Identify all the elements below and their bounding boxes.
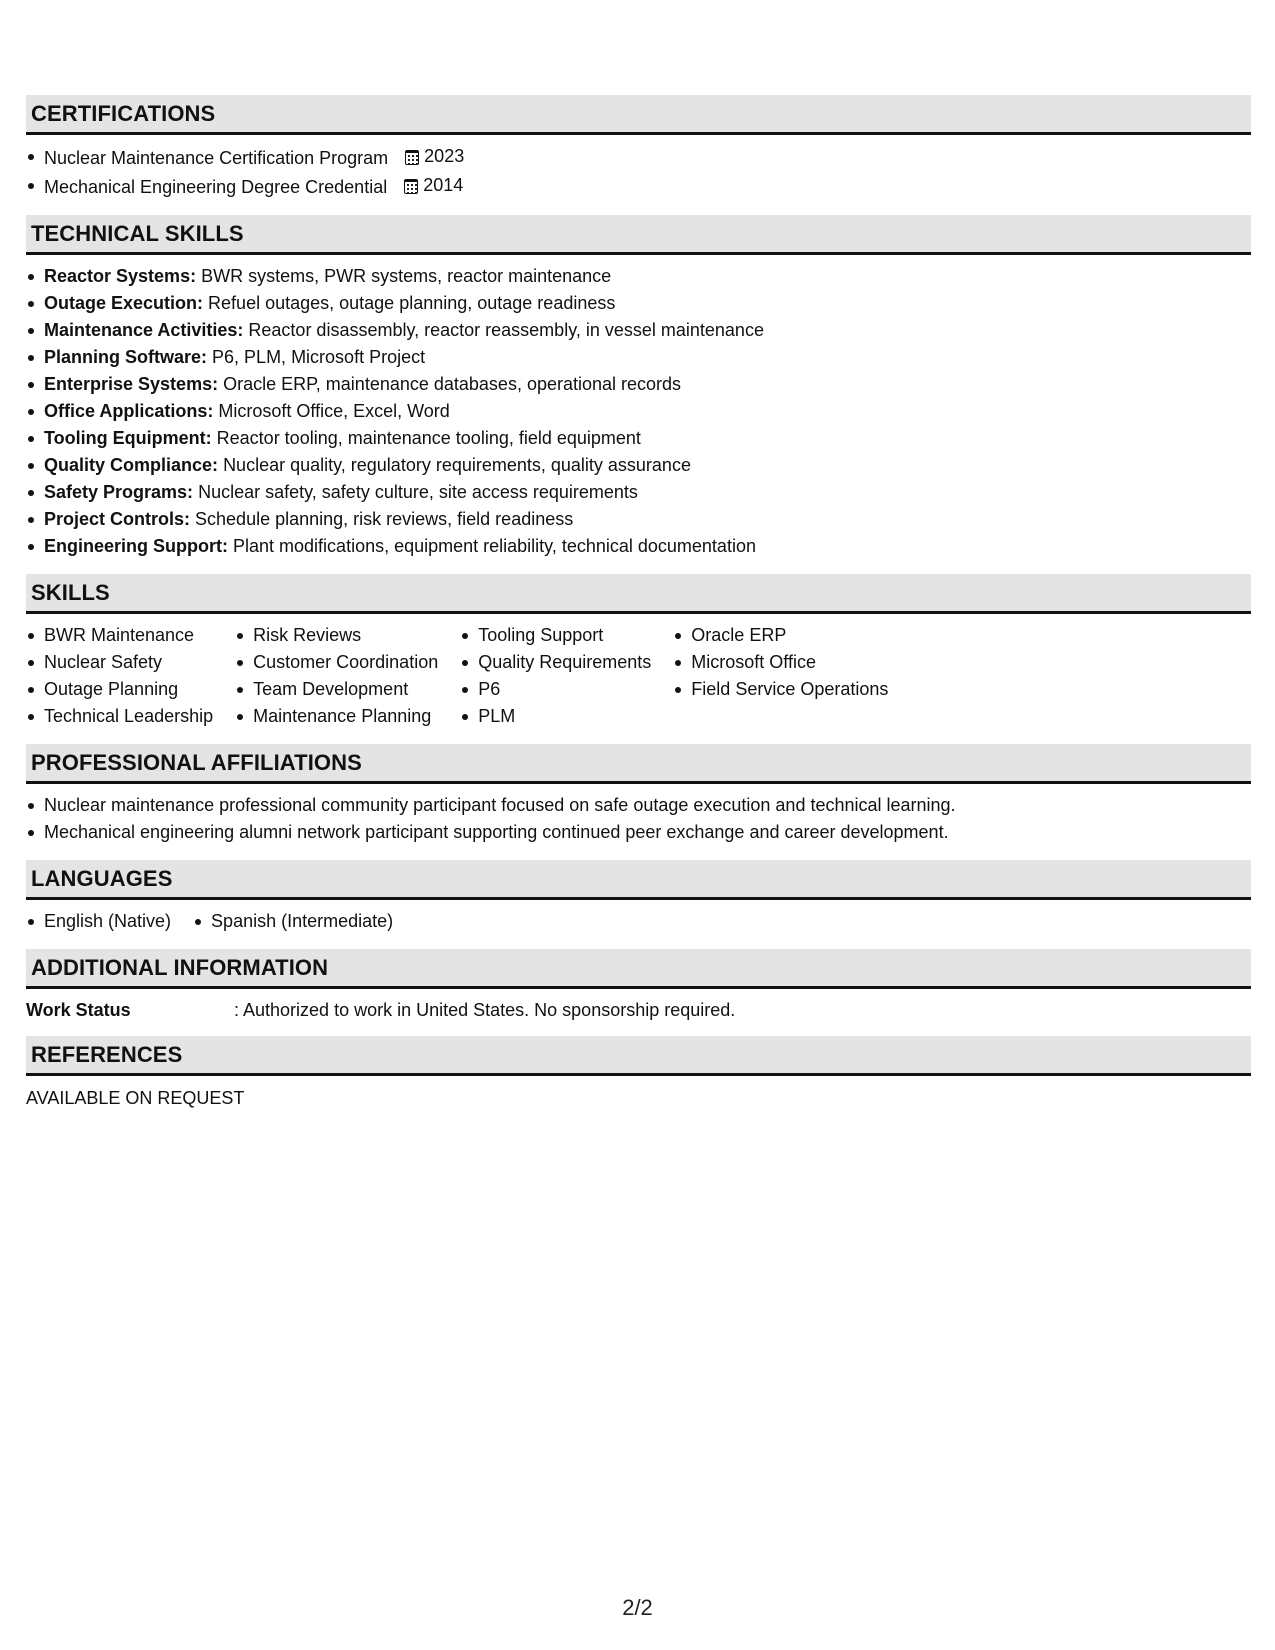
additional-information-section — [26, 949, 1251, 1022]
technical-skill-label: Project Controls: — [44, 509, 191, 529]
languages-section — [26, 860, 1251, 935]
certification-item — [26, 172, 1251, 201]
skills-column — [26, 622, 213, 730]
certification-year: 2023 — [424, 146, 465, 166]
technical-skill-item — [26, 344, 1251, 371]
technical-skill-label: Outage Execution: — [44, 293, 204, 313]
calendar-icon — [405, 150, 419, 165]
references-heading: REFERENCES — [26, 1036, 1251, 1076]
affiliations-section — [26, 744, 1251, 846]
technical-skill-item — [26, 452, 1251, 479]
certification-date — [404, 172, 463, 199]
resume-content — [26, 95, 1251, 1124]
page-number: 2/2 — [622, 1595, 653, 1620]
certification-item — [26, 143, 1251, 172]
technical-skill-item — [26, 317, 1251, 344]
technical-skill-item — [26, 263, 1251, 290]
additional-information-heading: ADDITIONAL INFORMATION — [26, 949, 1251, 989]
technical-skill-value: Microsoft Office, Excel, Word — [218, 401, 450, 421]
skills-column — [235, 622, 438, 730]
skill-item: Customer Coordination — [235, 649, 438, 676]
technical-skill-value: Nuclear safety, safety culture, site access requirements — [198, 482, 638, 502]
technical-skill-label: Office Applications: — [44, 401, 214, 421]
technical-skill-label: Planning Software: — [44, 347, 208, 367]
affiliations-heading: PROFESSIONAL AFFILIATIONS — [26, 744, 1251, 784]
technical-skill-item — [26, 506, 1251, 533]
skills-section — [26, 574, 1251, 730]
technical-skill-label: Maintenance Activities: — [44, 320, 244, 340]
skill-item: BWR Maintenance — [26, 622, 213, 649]
certification-year: 2014 — [423, 175, 464, 195]
skill-item: PLM — [460, 703, 651, 730]
certifications-list — [26, 135, 1251, 201]
technical-skill-label: Safety Programs: — [44, 482, 194, 502]
skill-item: Oracle ERP — [673, 622, 888, 649]
affiliation-item: Nuclear maintenance professional community participant focused on safe outage execution and technical learning. — [26, 792, 1251, 819]
affiliation-item: Mechanical engineering alumni network participant supporting continued peer exchange and career development. — [26, 819, 1251, 846]
technical-skill-item — [26, 398, 1251, 425]
technical-skill-label: Enterprise Systems: — [44, 374, 219, 394]
certification-date — [405, 143, 464, 170]
language-item: Spanish (Intermediate) — [193, 908, 393, 935]
technical-skills-section — [26, 215, 1251, 560]
certification-name: Nuclear Maintenance Certification Program — [44, 148, 389, 168]
technical-skill-item — [26, 479, 1251, 506]
skill-item: Outage Planning — [26, 676, 213, 703]
technical-skill-label: Quality Compliance: — [44, 455, 219, 475]
technical-skill-label: Engineering Support: — [44, 536, 228, 556]
certifications-section — [26, 95, 1251, 201]
work-status-value: : Authorized to work in United States. No sponsorship required. — [234, 1000, 736, 1020]
skills-grid — [26, 614, 1251, 730]
technical-skills-heading: TECHNICAL SKILLS — [26, 215, 1251, 255]
technical-skill-value: P6, PLM, Microsoft Project — [212, 347, 426, 367]
technical-skill-item — [26, 290, 1251, 317]
skill-item: Technical Leadership — [26, 703, 213, 730]
references-section — [26, 1036, 1251, 1110]
skill-item: Nuclear Safety — [26, 649, 213, 676]
skill-item: Maintenance Planning — [235, 703, 438, 730]
skill-item: P6 — [460, 676, 651, 703]
technical-skill-value: Oracle ERP, maintenance databases, operational records — [223, 374, 682, 394]
references-text: AVAILABLE ON REQUEST — [26, 1088, 245, 1108]
languages-list — [26, 900, 1251, 935]
technical-skill-item — [26, 371, 1251, 398]
work-status-label: Work Status — [26, 1000, 131, 1020]
skill-item: Tooling Support — [460, 622, 651, 649]
work-status-row — [26, 989, 1251, 1022]
technical-skills-list — [26, 255, 1251, 560]
technical-skill-value: Plant modifications, equipment reliability, technical documentation — [233, 536, 756, 556]
languages-heading: LANGUAGES — [26, 860, 1251, 900]
skill-item: Risk Reviews — [235, 622, 438, 649]
technical-skill-label: Reactor Systems: — [44, 266, 197, 286]
certifications-heading: CERTIFICATIONS — [26, 95, 1251, 135]
technical-skill-value: Nuclear quality, regulatory requirements, quality assurance — [223, 455, 691, 475]
skill-item: Microsoft Office — [673, 649, 888, 676]
technical-skill-value: Reactor disassembly, reactor reassembly, in vessel maintenance — [248, 320, 764, 340]
technical-skill-value: Reactor tooling, maintenance tooling, field equipment — [216, 428, 641, 448]
technical-skill-value: BWR systems, PWR systems, reactor maintenance — [201, 266, 612, 286]
language-item: English (Native) — [26, 908, 171, 935]
skill-item: Quality Requirements — [460, 649, 651, 676]
skills-column — [673, 622, 888, 730]
skill-item: Team Development — [235, 676, 438, 703]
technical-skill-label: Tooling Equipment: — [44, 428, 212, 448]
technical-skill-item — [26, 425, 1251, 452]
technical-skill-value: Refuel outages, outage planning, outage readiness — [208, 293, 616, 313]
affiliations-list — [26, 784, 1251, 846]
calendar-icon — [404, 179, 418, 194]
technical-skill-value: Schedule planning, risk reviews, field readiness — [195, 509, 574, 529]
certification-name: Mechanical Engineering Degree Credential — [44, 177, 388, 197]
technical-skill-item — [26, 533, 1251, 560]
skills-heading: SKILLS — [26, 574, 1251, 614]
skill-item: Field Service Operations — [673, 676, 888, 703]
skills-column — [460, 622, 651, 730]
